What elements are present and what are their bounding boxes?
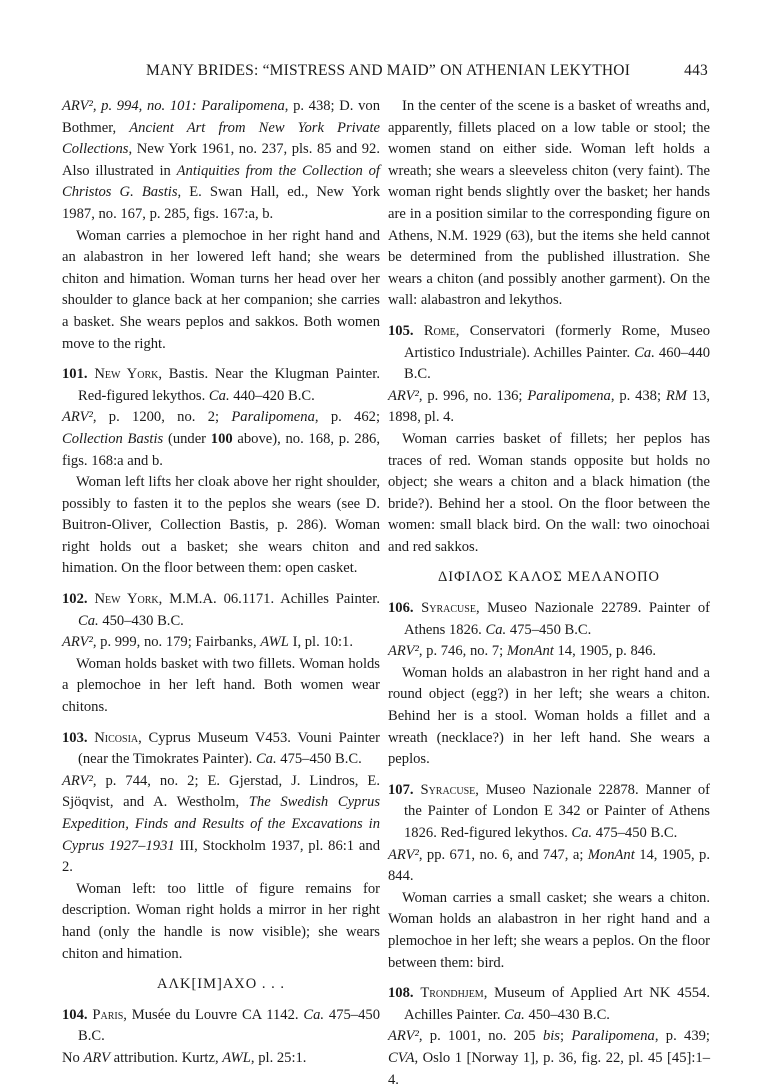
- entry-105-citation: ARV², p. 996, no. 136; Paralipomena, p. 438; RM 13, 1898, pl. 4.: [388, 387, 711, 426]
- entry-106-heading: 106. Syracuse, Museo Nazionale 22789. Painter of Athens 1826. Ca. 475–450 B.C.: [388, 600, 710, 638]
- entry-101-heading: 101. New York, Bastis. Near the Klugman Painter. Red-figured lekythos. Ca. 440–420 B.C.: [62, 366, 380, 404]
- entry-108-heading: 108. Trondhjem, Museum of Applied Art NK 4554. Achilles Painter. Ca. 450–430 B.C.: [388, 985, 710, 1023]
- entry-102-heading: 102. New York, M.M.A. 06.1171. Achilles Painter. Ca. 450–430 B.C.: [62, 591, 380, 629]
- entry-105-description: Woman carries basket of fillets; her peplos has traces of red. Woman stands opposite but holds no object; she wears a chiton and a black himation (the bride?). Behind her a stool. On the floor between the women: small black bird. On the wall: two oinochoai and red sakkos.: [388, 430, 710, 555]
- entry-106-description: Woman holds an alabastron in her right hand and a round object (egg?) in her left; she wears a chiton. Behind her is a stool. Woman holds a fillet and a wreath (necklace?) in her left hand. She wears a peplos.: [388, 664, 710, 768]
- entry-102-description: Woman holds basket with two fillets. Woman holds a plemochoe in her left hand. Both women wear chitons.: [62, 655, 380, 716]
- entry-103-description: Woman left: too little of figure remains for description. Woman right holds a mirror in her right hand (only the handle is now visible); she wears chiton and himation.: [62, 880, 380, 962]
- entry-105-inscription: ΔΙΦΙΛΟΣ ΚΑΛΟΣ ΜΕΛΑΝΟΠΟ: [437, 569, 661, 586]
- entry-104-citation: No ARV attribution. Kurtz, AWL, pl. 25:1.: [62, 1049, 307, 1066]
- entry-104-heading: 104. Paris, Musée du Louvre CA 1142. Ca. 475–450 B.C.: [62, 1006, 380, 1045]
- entry-101-citation: ARV², p. 1200, no. 2; Paralipomena, p. 462; Collection Bastis (under 100 above), no. 168, p. 286, figs. 168:a and b.: [62, 409, 381, 469]
- entry-107-heading: 107. Syracuse, Museo Nazionale 22878. Manner of the Painter of London E 342 or Painter of Athens 1826. Red-figured lekythos. Ca. 475–450 B.C.: [388, 781, 710, 841]
- entry-100-citation: ARV², p. 994, no. 101: Paralipomena, p. 438; D. von Bothmer, Ancient Art from New York Private Collections, New York 1961, no. 237, pls. 85 and 92. Also illustrated in Antiquities from the Collection of Christos G. Bastis, E. Swan Hall, ed., New York 1987, no. 167, p. 285, figs. 167:a, b.: [62, 98, 380, 222]
- running-header: [62, 62, 708, 84]
- entry-103-heading: 103. Nicosia, Cyprus Museum V453. Vouni Painter (near the Timokrates Painter). Ca. 475–450 B.C.: [62, 729, 380, 768]
- entry-103-inscription: ΑΛΚ[ΙΜ]ΑΧΟ . . .: [157, 976, 285, 993]
- entry-108-citation: ARV², p. 1001, no. 205 bis; Paralipomena, p. 439; CVA, Oslo 1 [Norway 1], p. 36, fig. 22, pl. 45 [45]:1–4.: [388, 1028, 710, 1088]
- running-title: MANY BRIDES: “MISTRESS AND MAID” ON ATHENIAN LEKYTHOI: [146, 62, 631, 79]
- entry-103-citation: ARV², p. 744, no. 2; E. Gjerstad, J. Lindros, E. Sjöqvist, and A. Westholm, The Swedish Cyprus Expedition, Finds and Results of the Excavations in Cyprus 1927–1931 III, Stockholm 1937, pl. 86:1 and 2.: [62, 772, 381, 876]
- entry-107-description: Woman carries a small casket; she wears a chiton. Woman holds an alabastron in her right hand and a plemochoe in her left; she wears a peplos. On the floor between them: bird.: [388, 889, 710, 971]
- page-number: 443: [684, 62, 708, 79]
- entry-102-citation: ARV², p. 999, no. 179; Fairbanks, AWL I, pl. 10:1.: [62, 634, 353, 651]
- entry-106-citation: ARV², p. 746, no. 7; MonAnt 14, 1905, p. 846.: [388, 643, 657, 660]
- entry-105-heading: 105. Rome, Conservatori (formerly Rome, Museo Artistico Industriale). Achilles Painter. Ca. 460–440 B.C.: [388, 322, 710, 383]
- entry-100-description: Woman carries a plemochoe in her right hand and an alabastron in her lowered left hand; she wears chiton and himation. Woman turns her head over her shoulder to glance back at her companion; she carries a basket. She wears peplos and sakkos. Both women move to the right.: [62, 227, 380, 352]
- entry-101-description: Woman left lifts her cloak above her right shoulder, possibly to fasten it to the peplos she wears (see D. Buitron-Oliver, Collection Bastis, p. 286). Woman right holds out a basket; she wears chiton and himation. On the floor between them: open casket.: [62, 474, 380, 577]
- entry-107-citation: ARV², pp. 671, no. 6, and 747, a; MonAnt 14, 1905, p. 844.: [388, 846, 710, 885]
- left-column: [62, 96, 380, 1070]
- entry-104-description: In the center of the scene is a basket of wreaths and, apparently, fillets placed on a low table or stool; the women stand on either side. Woman left holds a wreath; she wears a sleeveless chiton (very faint). The woman right bends slightly over the basket; her hands are in a position similar to the corresponding figure on Athens, N.M. 1929 (63), but the items she held cannot be determined from the published illustration. She wears a chiton (and possibly another garment). On the wall: alabastron and lekythos.: [388, 98, 710, 309]
- right-column: [388, 96, 710, 1091]
